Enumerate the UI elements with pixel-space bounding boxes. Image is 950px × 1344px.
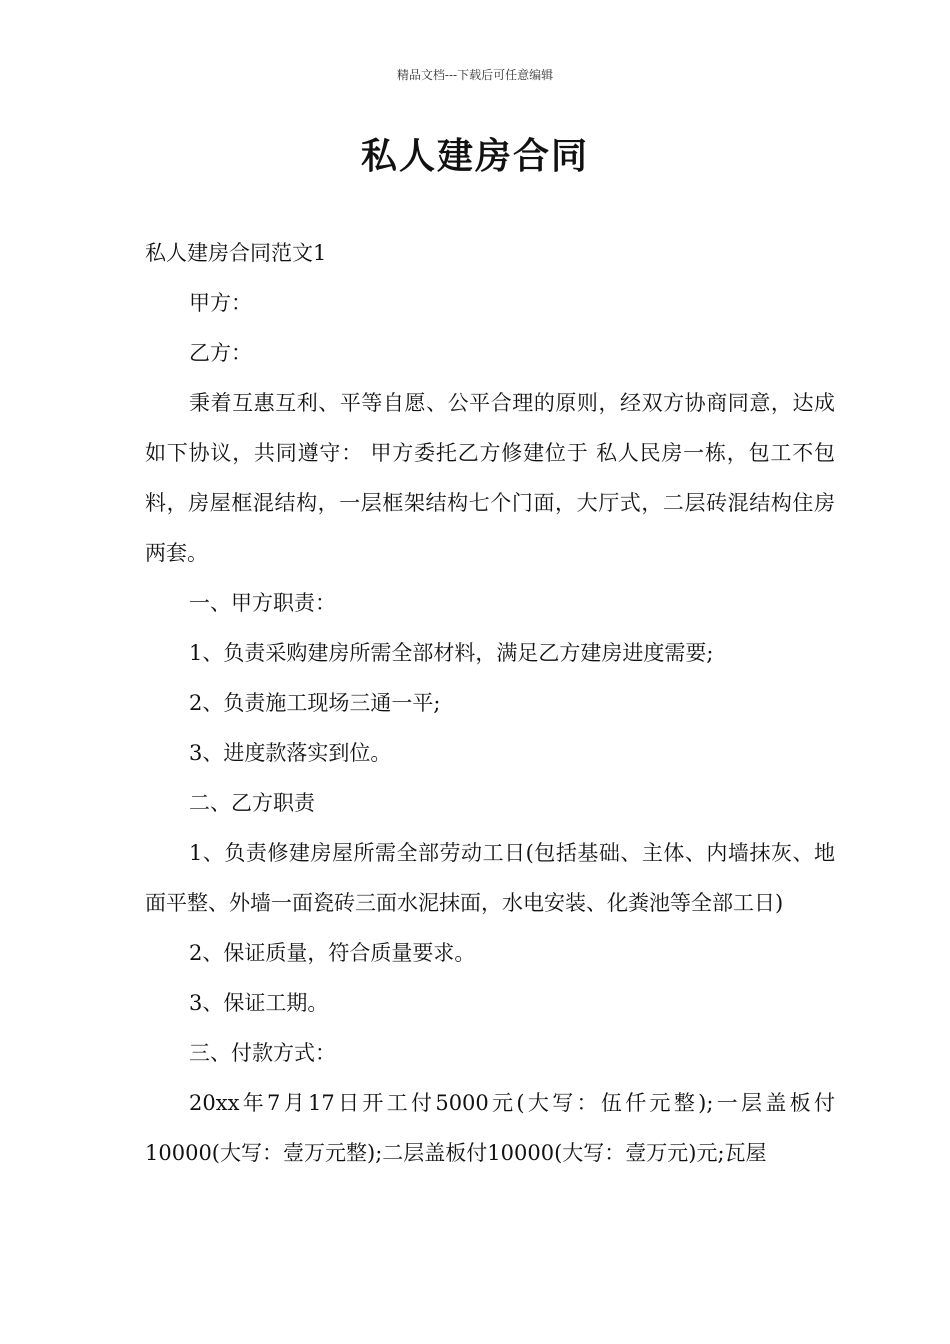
section-heading-party-a-duties: 一、甲方职责： (189, 591, 336, 615)
section-heading-party-b-duties: 二、乙方职责 (189, 791, 315, 815)
clause-item: 3、进度款落实到位。 (189, 741, 392, 765)
paragraph-preamble: 秉着互惠互利、平等自愿、公平合理的原则，经双方协商同意，达成如下协议，共同遵守： 甲方委托乙方修建位于 私人民房一栋，包工不包料，房屋框混结构，一层框架结构七个门面，大厅式，二层砖混结构住房两套。 (145, 391, 835, 565)
document-body (145, 228, 835, 1178)
clause-item: 2、负责施工现场三通一平; (189, 691, 441, 715)
paragraph-subtitle: 私人建房合同范文1 (145, 241, 327, 265)
document-title: 私人建房合同 (360, 136, 589, 177)
clause-item: 1、负责采购建房所需全部材料，满足乙方建房进度需要; (189, 641, 714, 665)
clause-item: 2、保证质量，符合质量要求。 (189, 941, 476, 965)
clause-item: 20xx年7月17日开工付5000元(大写：伍仟元整);一层盖板付10000(大写：壹万元整);二层盖板付10000(大写：壹万元)元;瓦屋 (145, 1091, 835, 1165)
paragraph-party-b: 乙方： (189, 341, 252, 365)
paragraph-party-a: 甲方： (189, 291, 252, 315)
clause-item: 3、保证工期。 (189, 991, 329, 1015)
clause-item: 1、负责修建房屋所需全部劳动工日(包括基础、主体、内墙抹灰、地面平整、外墙一面瓷砖三面水泥抹面，水电安装、化粪池等全部工日) (145, 841, 835, 915)
header-note: 精品文档---下载后可任意编辑 (396, 68, 554, 82)
section-heading-payment: 三、付款方式： (189, 1041, 336, 1065)
